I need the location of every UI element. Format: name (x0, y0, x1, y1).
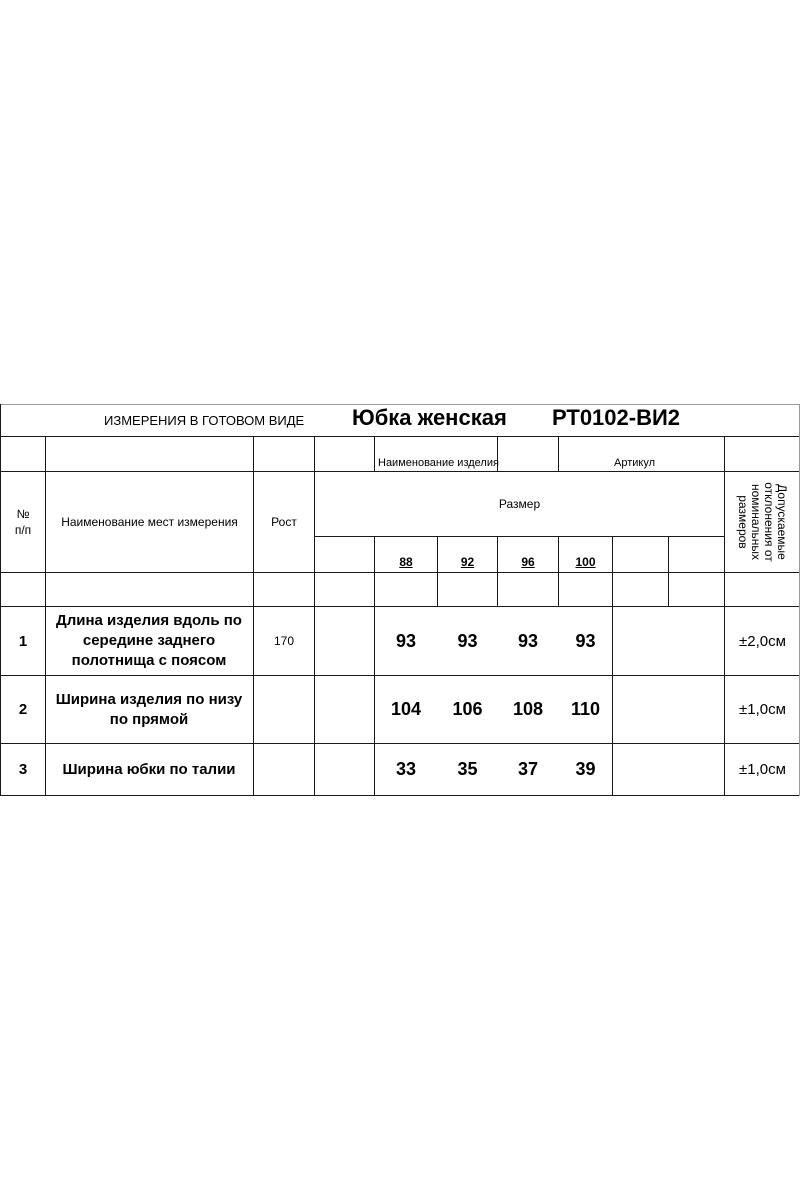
row-value: 110 (570, 699, 601, 719)
row-value: 93 (575, 630, 596, 651)
article-number: РТ0102-ВИ2 (552, 405, 681, 430)
row-tolerance: ±1,0см (739, 761, 786, 778)
product-title: Юбка женская (352, 405, 507, 430)
size-label: 96 (521, 555, 535, 569)
row-tolerance: ±2,0см (739, 632, 786, 650)
product-label: Наименование изделия (378, 457, 499, 469)
row-measure-name: Ширина юбки по талии (62, 760, 236, 778)
row-value: 37 (517, 759, 539, 779)
grid-line (374, 436, 375, 471)
row-value: 106 (452, 699, 483, 719)
row-value: 93 (457, 630, 478, 651)
row-measure-name: Длина изделия вдоль по середине заднего полотнища с поясом (56, 612, 242, 669)
grid-line (315, 536, 725, 537)
row-value: 39 (575, 759, 596, 779)
grid-line (558, 436, 559, 471)
row-index: 1 (18, 632, 28, 650)
row-value: 104 (390, 699, 422, 719)
col-header-index: № п/п (14, 507, 32, 537)
row-tolerance: ±1,0см (739, 701, 786, 718)
row-value: 108 (512, 699, 544, 719)
row-value: 35 (457, 759, 478, 779)
row-index: 3 (18, 761, 28, 778)
size-label: 88 (399, 555, 413, 569)
row-value: 33 (395, 759, 417, 779)
col-header-height: Рост (271, 515, 297, 529)
row-height: 170 (273, 634, 295, 648)
col-header-size-group: Размер (498, 497, 541, 511)
tolerance-header-text: Допускаемые отклонения от номинальных размеров (736, 482, 789, 562)
grid-line (0, 436, 800, 437)
col-header-tolerance (724, 472, 800, 572)
grid-line (0, 795, 800, 796)
row-measure-name: Ширина изделия по низу по прямой (55, 690, 243, 728)
row-value: 93 (517, 630, 539, 651)
grid-line (612, 536, 613, 796)
size-label: 100 (575, 555, 596, 569)
grid-line (668, 536, 669, 606)
col-header-measure: Наименование мест измерения (61, 515, 238, 529)
row-value: 93 (395, 630, 417, 651)
title-caption: ИЗМЕРЕНИЯ В ГОТОВОМ ВИДЕ (104, 413, 305, 428)
article-label: Артикул (614, 457, 656, 469)
row-index: 2 (18, 701, 28, 718)
size-label: 92 (460, 555, 475, 569)
